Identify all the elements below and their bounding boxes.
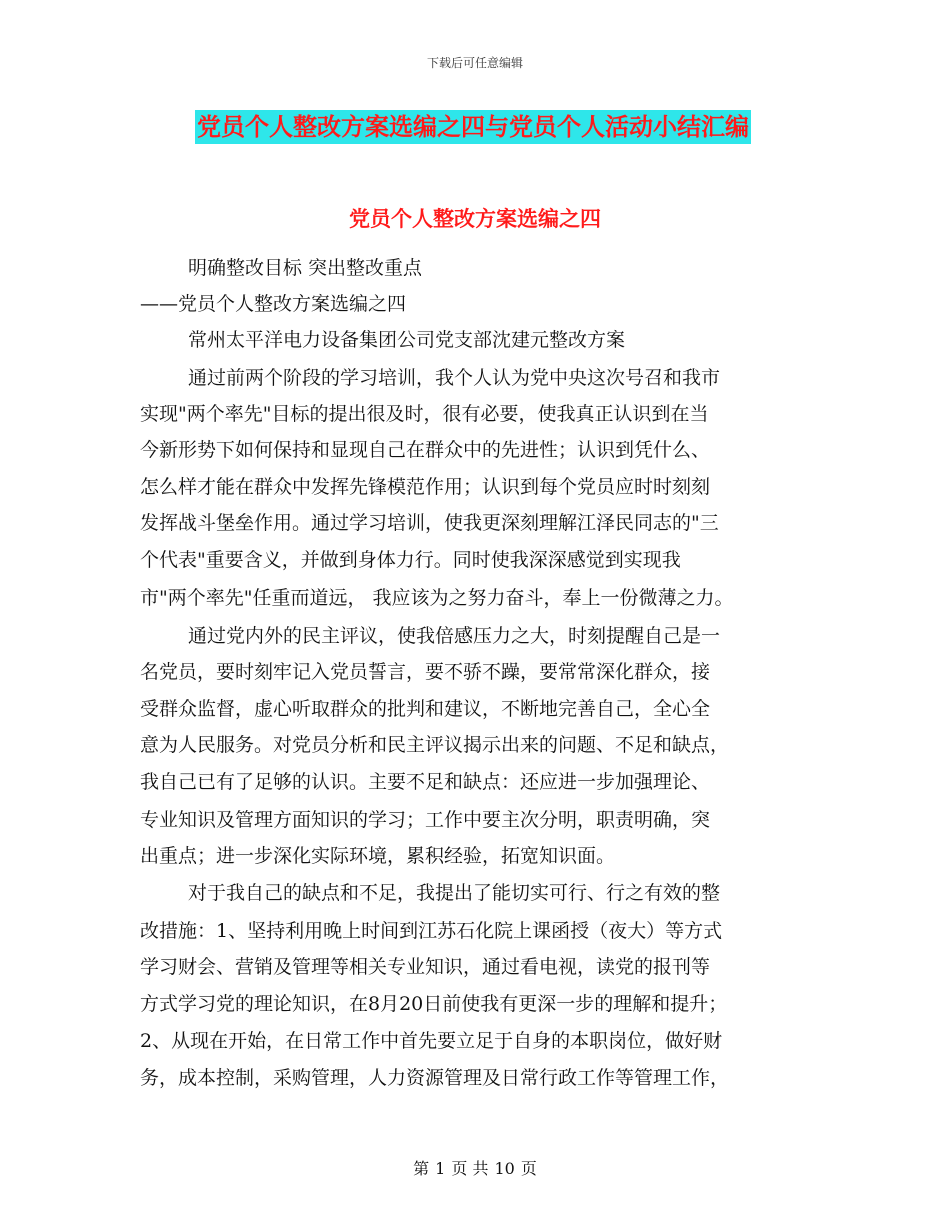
- body-line: 名党员，要时刻牢记入党员誓言，要不骄不躁，要常常深化群众，接: [140, 661, 711, 683]
- body-line: 我自己已有了足够的认识。主要不足和缺点：还应进一步加强理论、: [140, 771, 711, 793]
- body-line: 务，成本控制，采购管理，人力资源管理及日常行政工作等管理工作，: [140, 1067, 730, 1089]
- body-line: 通过前两个阶段的学习培训，我个人认为党中央这次号召和我市: [188, 367, 721, 389]
- current-page-number: 1: [435, 1159, 446, 1178]
- footer-suffix: 页: [520, 1159, 537, 1178]
- body-line: 专业知识及管理方面知识的学习；工作中要主次分明，职责明确，突: [140, 809, 711, 831]
- body-line: 学习财会、营销及管理等相关专业知识，通过看电视，读党的报刊等: [140, 956, 711, 978]
- author-line: 常州太平洋电力设备集团公司党支部沈建元整改方案: [188, 329, 626, 351]
- subtitle-line: 明确整改目标 突出整改重点: [188, 257, 423, 279]
- body-line: 受群众监督，虚心听取群众的批判和建议，不断地完善自己，全心全: [140, 698, 711, 720]
- body-line: 改措施：1、坚持利用晚上时间到江苏石化院上课函授（夜大）等方式: [140, 920, 723, 942]
- subtitle-line: ——党员个人整改方案选编之四: [140, 293, 407, 315]
- section-title: 党员个人整改方案选编之四: [349, 207, 601, 231]
- body-line: 实现"两个率先"目标的提出很及时，很有必要，使我真正认识到在当: [140, 403, 709, 425]
- body-line: 意为人民服务。对党员分析和民主评议揭示出来的问题、不足和缺点，: [140, 734, 730, 756]
- total-pages: 10: [494, 1159, 515, 1178]
- footer-prefix: 第: [413, 1159, 430, 1178]
- page-footer: [0, 1156, 950, 1179]
- footer-middle: 页 共: [451, 1159, 489, 1178]
- body-line: 2、从现在开始，在日常工作中首先要立足于自身的本职岗位，做好财: [140, 1030, 723, 1052]
- main-title: 党员个人整改方案选编之四与党员个人活动小结汇编: [195, 110, 751, 144]
- body-line: 通过党内外的民主评议，使我倍感压力之大，时刻提醒自己是一: [188, 625, 721, 647]
- body-line: 对于我自己的缺点和不足，我提出了能切实可行、行之有效的整: [188, 882, 721, 904]
- body-line: 方式学习党的理论知识，在8月20日前使我有更深一步的理解和提升；: [140, 993, 728, 1015]
- body-line: 市"两个率先"任重而道远， 我应该为之努力奋斗，奉上一份微薄之力。: [140, 587, 734, 609]
- body-line: 出重点；进一步深化实际环境，累积经验，拓宽知识面。: [140, 845, 616, 867]
- body-line: 发挥战斗堡垒作用。通过学习培训，使我更深刻理解江泽民同志的"三: [140, 512, 719, 534]
- header-note: 下载后可任意编辑: [426, 56, 523, 70]
- body-line: 怎么样才能在群众中发挥先锋模范作用；认识到每个党员应时时刻刻: [140, 476, 711, 498]
- body-line: 今新形势下如何保持和显现自己在群众中的先进性；认识到凭什么、: [140, 439, 711, 461]
- body-line: 个代表"重要含义，并做到身体力行。同时使我深深感觉到实现我: [140, 549, 681, 571]
